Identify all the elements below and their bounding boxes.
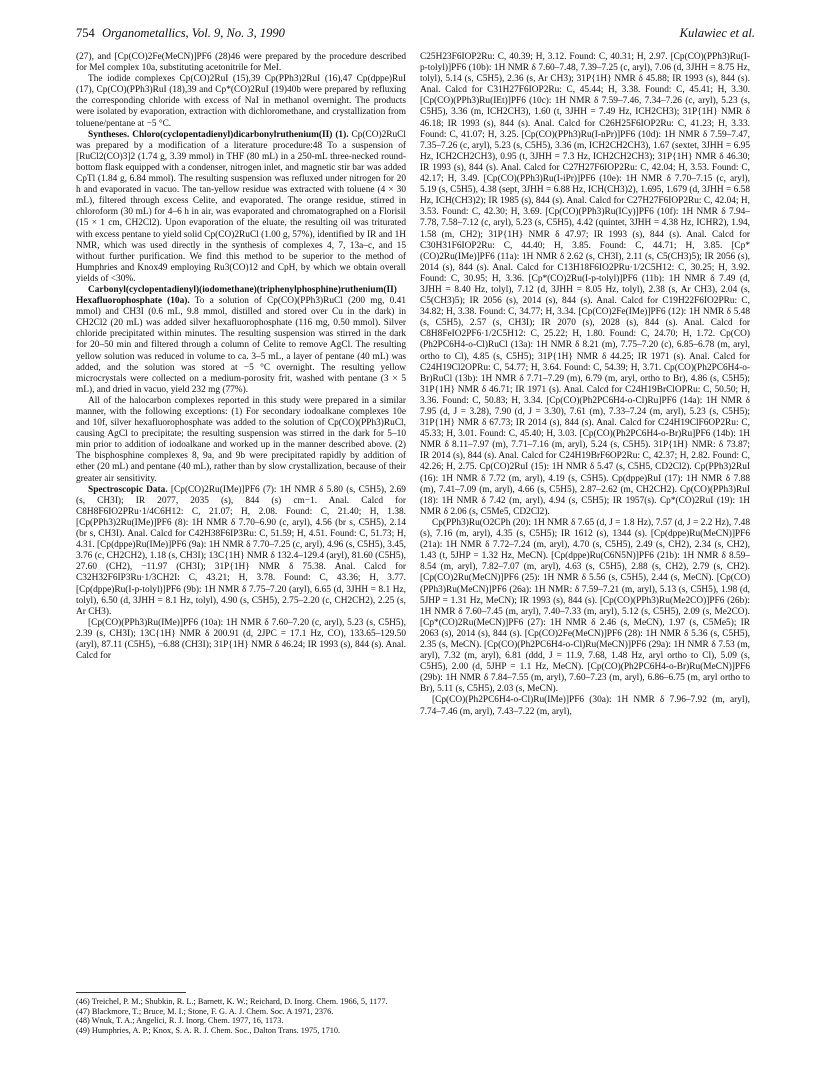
paragraph (420, 518, 750, 696)
paragraph (76, 396, 406, 485)
paragraph-text: To a solution of Cp(CO)(PPh3)RuCl (200 mg, 0.41 mmol) and CH3I (0.6 mL, 9.8 mmol, distilled and stored over Cu in the dark) in CH2Cl2 (20 mL) was added silver hexafluorophosphate (116 mg, 0.50 mmol). Silver chloride precipitated within minutes. The resulting suspension was stirred in the dark for 20–50 min and filtered through a column of Celite to remove AgCl. The resulting yellow solution was reduced in volume to ca. 3–5 mL, a layer of pentane (40 mL) was added, and the solution was stored at −5 °C overnight. The resulting yellow microcrystals were collected on a medium-porosity frit, washed with pentane (3 × 5 mL), and dried in vacuo, yield 232 mg (77%). (76, 296, 406, 395)
page-number: 754 (76, 26, 95, 40)
paragraph (76, 52, 406, 74)
section-heading: Carbonyl(cyclopentadienyl)(iodomethane)(triphenylphosphine)ruthenium(II) Hexafluorophosphate (10a). (76, 284, 397, 307)
paragraph-text: [Cp(CO)(Ph2PC6H4-o-Cl)Ru(IMe)]PF6 (30a): 1H NMR δ 7.96–7.92 (m, aryl), 7.74–7.46 (m, aryl), 7.43–7.22 (m, aryl), (420, 695, 750, 717)
paragraph-text: Cp(PPh3)Ru(O2CPh (20): 1H NMR δ 7.65 (d, J = 1.8 Hz), 7.57 (d, J = 2.2 Hz), 7.48 (s), 7.16 (m, aryl), 4.35 (s, C5H5); IR 1612 (s), 1344 (s). [Cp(dppe)Ru(MeCN)]PF6 (21a): 1H NMR δ 7.72–7.24 (m, aryl), 4.70 (s, C5H5), 2.49 (s, CH2), 2.34 (s, CH2), 1.43 (t, 5JHP = 1.32 Hz, MeCN). [Cp(dppe)Ru(C6N5N)]PF6 (21b): 1H NMR δ 8.59–8.54 (m, aryl), 7.82–7.07 (m, aryl), 4.63 (s, C5H5), 2.88 (s, CH2), 2.79 (s, CH2). [Cp(CO)2Ru(MeCN)]PF6 (25): 1H NMR δ 5.56 (s, C5H5), 2.44 (s, MeCN). [Cp(CO)(PPh3)Ru(MeCN)]PF6 (26a): 1H NMR: δ 7.59–7.21 (m, aryl), 5.13 (s, C5H5), 1.98 (d, 5JHP = 1.31 Hz, MeCN); IR 1993 (s), 844 (s). [Cp(CO)(PPh3)Ru(Me2CO)]PF6 (26b): 1H NMR δ 7.60–7.45 (m, aryl), 7.40–7.33 (m, aryl), 5.12 (s, C5H5), 2.09 (s, Me2CO). [Cp*(CO)2Ru(MeCN)]PF6 (27): 1H NMR δ 2.46 (s, MeCN), 1.97 (s, C5Me5); IR 2063 (s), 2014 (s), 844 (s). [Cp(CO)2Fe(MeCN)]PF6 (28): 1H NMR δ 5.36 (s, C5H5), 2.35 (s, MeCN). [Cp(CO)(Ph2PC6H4-o-Cl)Ru(MeCN)]PF6 (29a): 1H NMR δ 7.53 (m, aryl), 7.32 (m, aryl), 6.81 (ddd, J = 11.9, 7.68, 1.48 Hz, aryl ortho to Cl), 5.09 (s, C5H5), 2.00 (d, 5JHP = 1.1 Hz, MeCN). [Cp(CO)(Ph2PC6H4-o-Br)Ru(MeCN)]PF6 (29b): 1H NMR δ 7.84–7.55 (m, aryl), 7.60–7.23 (m, aryl), 6.86–6.75 (m, aryl ortho to Br), 5.11 (s, C5H5), 2.03 (s, MeCN). (420, 517, 750, 695)
footnote: (47) Blackmore, T.; Bruce, M. I.; Stone, F. G. A. J. Chem. Soc. A 1971, 2376. (76, 1006, 334, 1016)
paragraph-text: Cp(CO)2RuCl was prepared by a modification of a literature procedure:48 To a suspension of [RuCl2(CO)3]2 (1.74 g, 3.39 mmol) in THF (80 mL) in a 250-mL three-necked round-bottom flask equipped with a condenser, nitrogen inlet, and magnetic stir bar was added CpTl (1.84 g, 6.84 mmol). The resulting suspension was refluxed under nitrogen for 20 h and evaporated in vacuo. The tan-yellow residue was extracted with toluene (4 × 30 mL), filtered through excess Celite, and evaporated. The orange residue, stirred in chloroform (30 mL) for 4–6 h in air, was evaporated and chromatographed on a Florisil (15 × 1 cm, CH2Cl2). Upon evaporation of the eluate, the resulting oil was triturated with excess pentane to yield solid Cp(CO)2RuCl (1.00 g, 57%), identified by IR and 1H NMR, which was used directly in the synthesis of complexes 4, 7, 13a–c, and 15 without further purification. We find this method to be superior to the method of Humphries and Knox49 employing Ru3(CO)12 and CpH, by which we obtain overall yields of <30%. (76, 129, 406, 284)
footnotes (76, 992, 406, 1035)
running-authors: Kulawiec et al. (679, 26, 755, 40)
footnote: (46) Treichel, P. M.; Shubkin, R. L.; Barnett, K. W.; Reichard, D. Inorg. Chem. 1966, 5, 1177. (76, 997, 388, 1006)
paragraph (420, 52, 750, 518)
journal-citation: Organometallics, Vol. 9, No. 3, 1990 (102, 26, 285, 40)
paragraph (76, 74, 406, 129)
paragraph-text: All of the halocarbon complexes reported in this study were prepared in a similar manner, with the following exceptions: (1) For secondary iodoalkane complexes 10e and 10f, silver hexafluorophosphate was added to the solution of Cp(CO)(PPh3)RuCl, causing AgCl to precipitate; the resulting suspension was stirred in the dark for 5–10 min prior to addition of iodoalkane and worked up in the manner described above. (2) The bisphosphine complexes 8, 9a, and 9b were precipitated rapidly by addition of ether (20 mL) and pentane (40 mL), rather than by slow crystallization, because of their greater air sensitivity. (76, 395, 406, 484)
right-column (420, 52, 750, 1052)
paragraph (420, 695, 750, 717)
paragraph (76, 285, 406, 396)
footnote-rule (76, 992, 186, 993)
paragraph-text: (27), and [Cp(CO)2Fe(MeCN)]PF6 (28)46 were prepared by the procedure described for MeI complex 10a, substituting acetonitrile for MeI. (76, 52, 406, 74)
running-header (76, 26, 755, 44)
paragraph-text: [Cp(CO)(PPh3)Ru(IMe)]PF6 (10a): 1H NMR δ 7.60–7.20 (c, aryl), 5.23 (s, C5H5), 2.39 (s, CH3I); 13C{1H} NMR δ 200.91 (d, 2JPC = 17.1 Hz, CO), 133.65–129.50 (aryl), 87.11 (C5H5), −6.88 (CH3I); 31P{1H} NMR δ 46.24; IR 1993 (s), 844 (s). Anal. Calcd for (76, 617, 406, 662)
section-heading: Syntheses. Chloro(cyclopentadienyl)dicarbonylruthenium(II) (1). (88, 129, 349, 140)
paragraph (76, 485, 406, 618)
footnote: (48) Wnuk, T. A.; Angelici, R. J. Inorg. Chem. 1977, 16, 1173. (76, 1016, 284, 1026)
paragraph-text: [Cp(CO)2Ru(IMe)]PF6 (7): 1H NMR δ 5.80 (s, C5H5), 2.69 (s, CH3I); IR 2077, 2035 (s), 844 (s) cm−1. Anal. Calcd for C8H8F6IO2PRu·1/4C6H12: C, 21.07; H, 2.08. Found: C, 21.40; H, 1.38. [Cp(PPh3)2Ru(IMe)]PF6 (8): 1H NMR δ 7.70–6.90 (c, aryl), 4.56 (br s, C5H5), 2.14 (br s, CH3I). Anal. Calcd for C42H38F6IP3Ru: C, 51.59; H, 4.51. Found: C, 51.73; H, 4.31. [Cp(dppe)Ru(IMe)]PF6 (9a): 1H NMR δ 7.70–7.25 (c, aryl), 4.96 (s, C5H5), 3.45, 3.76 (c, CH2CH2), 1.18 (s, CH3I); 13C{1H} NMR δ 132.4–129.4 (aryl), 81.60 (C5H5), 27.60 (CH2), −11.97 (CH3I); 31P{1H} NMR δ 75.38. Anal. Calcd for C32H32F6IP3Ru·1/3CH2I: C, 43.21; H, 3.78. Found: C, 43.36; H, 3.77. [Cp(dppe)Ru(I-p-tolyl)]PF6 (9b): 1H NMR δ 7.75–7.20 (aryl), 6.65 (d, 3JHH = 8.1 Hz, tolyl), 6.50 (d, 3JHH = 8.1 Hz, tolyl), 4.90 (s, C5H5), 2.75–2.20 (c, CH2CH2), 2.25 (s, Ar CH3). (76, 484, 406, 617)
paragraph (76, 618, 406, 662)
paragraph-text: The iodide complexes Cp(CO)2RuI (15),39 Cp(PPh3)2RuI (16),47 Cp(dppe)RuI (17), Cp(CO)(PPh3)RuI (18),39 and Cp*(CO)2RuI (19)40b were prepared by refluxing the corresponding chloride with excess of NaI in methanol overnight. The products were isolated by evaporation, extraction with dichloromethane, and crystallization from toluene/pentane at −5 °C. (76, 74, 406, 129)
left-column (76, 52, 406, 987)
section-heading: Spectroscopic Data. (88, 484, 168, 495)
paragraph (76, 130, 406, 285)
paragraph-text: C25H23F6IOP2Ru: C, 40.39; H, 3.12. Found: C, 40.31; H, 2.97. [Cp(CO)(PPh3)Ru(I-p-tolyl)]PF6 (10b): 1H NMR δ 7.60–7.48, 7.39–7.25 (c, aryl), 7.06 (d, 3JHH = 8.75 Hz, tolyl), 5.14 (s, C5H5), 2.36 (s, Ar CH3); 31P{1H} NMR δ 45.88; IR 1993 (s), 844 (s). Anal. Calcd for C31H27F6IOP2Ru: C, 45.44; H, 3.38. Found: C, 45.41; H, 3.30. [Cp(CO)(PPh3)Ru(IEt)]PF6 (10c): 1H NMR δ 7.59–7.46, 7.34–7.26 (c, aryl), 5.23 (s, C5H5), 3.36 (m, ICH2CH3), 1.60 (t, 3JHH = 7.49 Hz, ICH2CH3); 31P{1H} NMR δ 46.18; IR 1993 (s), 844 (s). Anal. Calcd for C26H25F6IOP2Ru: C, 41.23; H, 3.33. Found: C, 41.07; H, 3.25. [Cp(CO)(PPh3)Ru(I-nPr)]PF6 (10d): 1H NMR δ 7.59–7.47, 7.35–7.26 (c, aryl), 5.23 (s, C5H5), 3.36 (m, ICH2CH2CH3), 1.67 (sextet, 3JHH = 6.95 Hz, ICH2CH2CH3), 0.95 (t, 3JHH = 7.3 Hz, ICH2CH2CH3); 31P{1H} NMR δ 46.30; IR 1993 (s), 844 (s). Anal. Calcd for C27H27F6IOP2Ru: C, 42.04; H, 3.53. Found: C, 42.17; H, 3.49. [Cp(CO)(PPh3)Ru(I-iPr)]PF6 (10e): 1H NMR δ 7.70–7.15 (c, aryl), 5.19 (s, C5H5), 4.38 (sept, 3JHH = 6.88 Hz, ICH(CH3)2), 1.695, 1.679 (d, 3JHH = 6.58 Hz, ICH(CH3)2); IR 1985 (s), 844 (s). Anal. Calcd for C27H27F6IOP2Ru: C, 42.04; H, 3.53. Found: C, 42.30; H, 3.69. [Cp(CO)(PPh3)Ru(ICy)]PF6 (10f): 1H NMR δ 7.94–7.78, 7.58–7.12 (c, aryl), 5.23 (s, C5H5), 4.42 (quintet, 3JHH = 4.38 Hz, ICHR2), 1.94, 1.58 (m, CH2); 31P{1H} NMR δ 47.97; IR 1993 (s), 844 (s). Anal. Calcd for C30H31F6IOP2Ru: C, 44.40; H, 3.85. Found: C, 44.71; H, 3.85. [Cp*(CO)2Ru(IMe)]PF6 (11a): 1H NMR δ 2.62 (s, CH3I), 2.11 (s, C5(CH3)5); IR 2056 (s), 2014 (s), 844 (s). Anal. Calcd for C13H18F6IO2PRu·1/2C5H12: C, 30.25; H, 3.92. Found: C, 30.95; H, 3.36. [Cp*(CO)2Ru(I-p-tolyl)]PF6 (11b): 1H NMR δ 7.49 (d, 3JHH = 8.40 Hz, tolyl), 7.12 (d, 3JHH = 8.05 Hz, tolyl), 2.38 (s, Ar CH3), 2.04 (s, C5(CH3)5); IR 2056 (s), 2014 (s), 844 (s). Anal. Calcd for C19H22F6IO2PRu: C, 34.82; H, 3.38. Found: C, 34.77; H, 3.34. [Cp(CO)2Fe(IMe)]PF6 (12): 1H NMR δ 5.48 (s, C5H5), 2.57 (s, CH3I); IR 2070 (s), 2028 (s), 844 (s). Anal. Calcd for C8H8FeIO2PF6·1/2C5H12: C, 25.22; H, 1.80. Found: C, 24.70; H, 1.72. Cp(CO)(Ph2PC6H4-o-Cl)RuCl (13a): 1H NMR δ 8.21 (m), 7.75–7.20 (c), 6.85–6.78 (m, aryl, ortho to Cl), 4.85 (s, C5H5); 31P{1H} NMR δ 44.25; IR 1971 (s). Anal. Calcd for C24H19Cl2OPRu: C, 54.77; H, 3.64. Found: C, 54.39; H, 3.71. Cp(CO)(Ph2PC6H4-o-Br)RuCl (13b): 1H NMR δ 7.71–7.29 (m), 6.79 (m, aryl, ortho to Br), 4.86 (s, C5H5); 31P{1H} NMR δ 46.71; IR 1971 (s). Anal. Calcd for C24H19BrClOPRu: C, 50.50; H, 3.36. Found: C, 50.83; H, 3.34. [Cp(CO)(Ph2PC6H4-o-Cl)Ru]PF6 (14a): 1H NMR δ 7.95 (d, J = 3.28), 7.90 (d, J = 3.30), 7.61 (m), 7.33–7.24 (m, aryl), 5.23 (s, C5H5); 31P{1H} NMR δ 67.73; IR 2014 (s), 844 (s). Anal. Calcd for C24H19ClF6OP2Ru: C, 45.33; H, 3.01. Found: C, 45.40; H, 3.03. [Cp(CO)(Ph2PC6H4-o-Br)Ru]PF6 (14b): 1H NMR δ 8.11–7.97 (m), 7.71–7.16 (m, aryl), 5.24 (s, C5H5). 31P{1H} NMR: δ 73.87; IR 2014 (s), 844 (s). Anal. Calcd for C24H19BrF6OP2Ru: C, 42.37; H, 2.82. Found: C, 42.26; H, 2.75. Cp(CO)2RuI (15): 1H NMR δ 5.47 (s, C5H5, CD2Cl2). Cp(PPh3)2RuI (16): 1H NMR δ 7.72 (m, aryl), 4.19 (s, C5H5). Cp(dppe)RuI (17): 1H NMR δ 7.88 (m), 7.41–7.09 (m, aryl), 4.66 (s, C5H5), 2.87–2.62 (m, CH2CH2). Cp(CO)(PPh3)RuI (18): 1H NMR δ 7.42 (m, aryl), 4.94 (s, C5H5); IR 1957(s). Cp*(CO)2RuI (19): 1H NMR δ 2.06 (s, C5Me5, CD2Cl2). (420, 52, 750, 517)
footnote: (49) Humphries, A. P.; Knox, S. A. R. J. Chem. Soc., Dalton Trans. 1975, 1710. (76, 1025, 341, 1035)
